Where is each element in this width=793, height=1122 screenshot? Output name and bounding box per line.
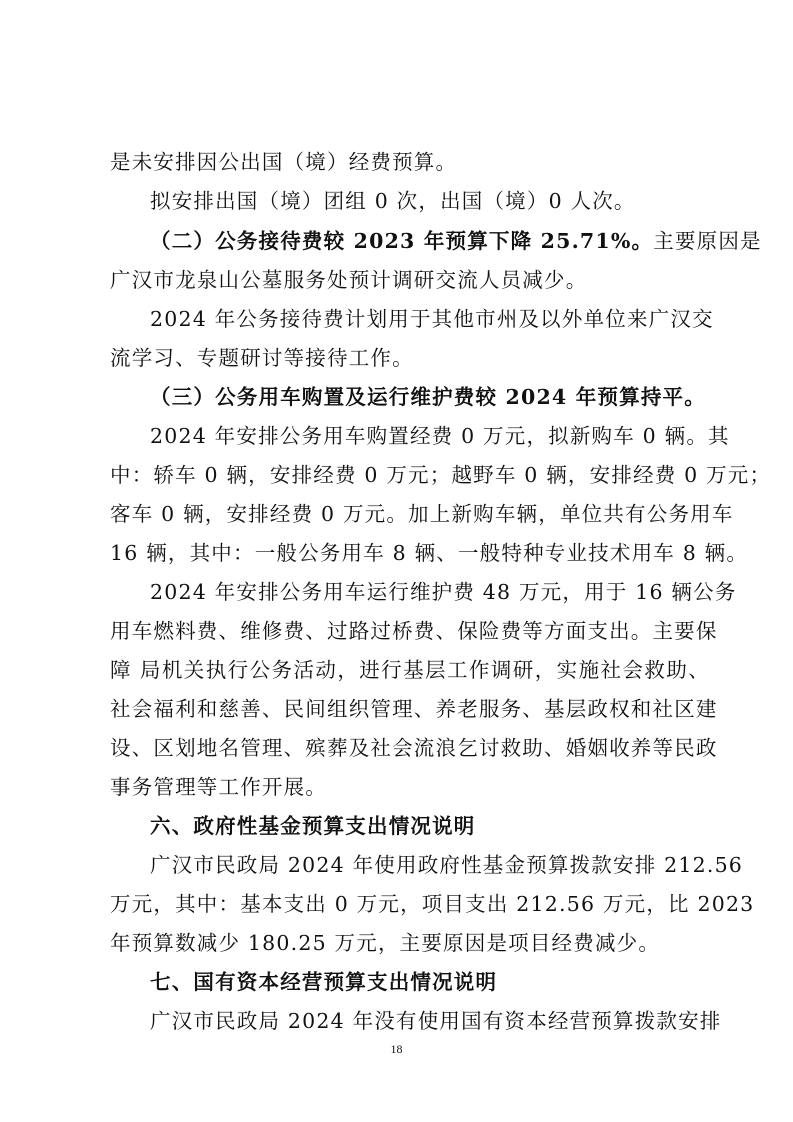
- paragraph-line: 中：轿车 0 辆，安排经费 0 万元；越野车 0 辆，安排经费 0 万元；: [110, 463, 772, 487]
- reception-heading-rest: 主要原因是: [653, 229, 762, 253]
- section-heading-reception: [150, 229, 762, 253]
- paragraph-line: 16 辆，其中：一般公务用车 8 辆、一般特种专业技术用车 8 辆。: [110, 541, 749, 565]
- paragraph-line: 障 局机关执行公务活动，进行基层工作调研，实施社会救助、: [110, 658, 710, 682]
- paragraph-line: 拟安排出国（境）团组 0 次，出国（境）0 人次。: [150, 189, 636, 213]
- paragraph-line: 广汉市龙泉山公墓服务处预计调研交流人员减少。: [110, 268, 588, 292]
- paragraph-line: 客车 0 辆，安排经费 0 万元。加上新购车辆，单位共有公务用车: [110, 502, 734, 526]
- paragraph-line: 事务管理等工作开展。: [110, 775, 327, 799]
- paragraph-line: 社会福利和慈善、民间组织管理、养老服务、基层政权和社区建: [110, 697, 718, 721]
- paragraph-line: 2024 年安排公务用车购置经费 0 万元，拟新购车 0 辆。其: [150, 424, 730, 448]
- paragraph-line: 用车燃料费、维修费、过路过桥费、保险费等方面支出。主要保: [110, 619, 718, 643]
- paragraph-line: 2024 年公务接待费计划用于其他市州及以外单位来广汉交: [150, 307, 714, 331]
- paragraph-line: 万元，其中：基本支出 0 万元，项目支出 212.56 万元，比 2023: [110, 892, 755, 916]
- section-heading-gov-fund: 六、政府性基金预算支出情况说明: [150, 814, 476, 838]
- section-heading-vehicles: （三）公务用车购置及运行维护费较 2024 年预算持平。: [150, 385, 706, 409]
- paragraph-line: 年预算数减少 180.25 万元，主要原因是项目经费减少。: [110, 931, 661, 955]
- paragraph-line: 广汉市民政局 2024 年使用政府性基金预算拨款安排 212.56: [150, 853, 744, 877]
- paragraph-line: 广汉市民政局 2024 年没有使用国有资本经营预算拨款安排: [150, 1009, 722, 1033]
- reception-heading-bold: （二）公务接待费较 2023 年预算下降 25.71%。: [150, 229, 654, 253]
- section-heading-state-capital: 七、国有资本经营预算支出情况说明: [150, 970, 498, 994]
- paragraph-line: 流学习、专题研讨等接待工作。: [110, 346, 414, 370]
- page-number: 18: [390, 1042, 403, 1056]
- paragraph-line: 是未安排因公出国（境）经费预算。: [110, 150, 458, 174]
- paragraph-line: 2024 年安排公务用车运行维护费 48 万元，用于 16 辆公务: [150, 580, 737, 604]
- paragraph-line: 设、区划地名管理、殡葬及社会流浪乞讨救助、婚姻收养等民政: [110, 736, 718, 760]
